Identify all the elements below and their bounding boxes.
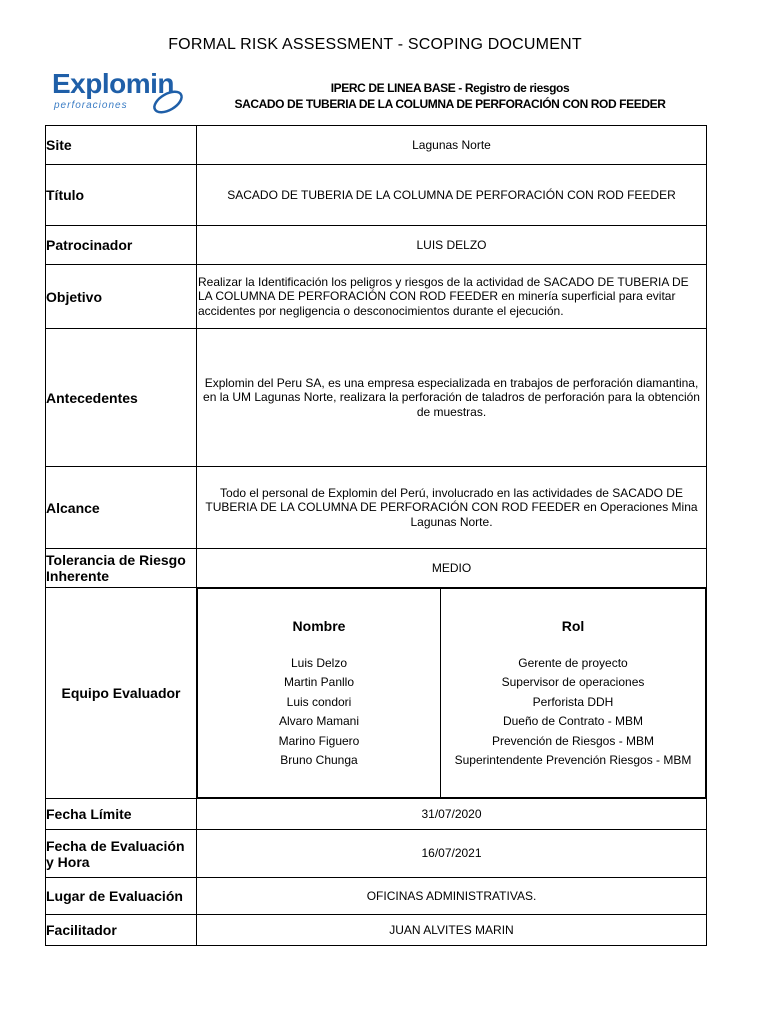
row-fecha-limite (46, 799, 707, 830)
row-titulo (46, 165, 707, 226)
objetivo-value: Realizar la Identificación los peligros y riesgos de la actividad de SACADO DE TUBERIA DE LA COLUMNA DE PERFORACIÓN CON ROD FEEDER en minería superficial para evitar accidentes por negligencia o desconocimientos durante el ejecución. (197, 265, 707, 329)
row-patrocinador (46, 226, 707, 265)
site-value: Lagunas Norte (197, 126, 707, 165)
team-member-role: Dueño de Contrato - MBM (502, 714, 644, 728)
facilitador-value: JUAN ALVITES MARIN (197, 915, 707, 946)
row-tolerancia (46, 549, 707, 588)
tolerancia-label: Tolerancia de Riesgo Inherente (46, 549, 197, 588)
team-role-column (441, 589, 706, 798)
team-name-header: Nombre (292, 617, 346, 634)
scoping-form-table (45, 125, 707, 946)
document-title: FORMAL RISK ASSESSMENT - SCOPING DOCUMENT (168, 36, 582, 53)
objetivo-label: Objetivo (46, 265, 197, 329)
team-name-column (198, 589, 441, 798)
team-member-role: Prevención de Riesgos - MBM (491, 733, 655, 748)
fecha-limite-label: Fecha Límite (46, 799, 197, 830)
lugar-label: Lugar de Evaluación (46, 878, 197, 915)
team-member-role: Gerente de proyecto (518, 655, 628, 670)
header-line-2: SACADO DE TUBERIA DE LA COLUMNA DE PERFORACIÓN CON ROD FEEDER (234, 97, 666, 111)
team-member-role: Supervisor de operaciones (501, 675, 645, 689)
row-objetivo (46, 265, 707, 329)
row-antecedentes (46, 329, 707, 467)
fecha-limite-value: 31/07/2020 (197, 799, 707, 830)
patrocinador-label: Patrocinador (46, 226, 197, 265)
team-role-list (441, 654, 705, 771)
logo-brand: Explomin (52, 68, 175, 99)
team-member-role: Perforista DDH (532, 694, 614, 709)
logo-tagline: perforaciones (54, 100, 128, 111)
team-member-name: Luis Delzo (290, 655, 348, 670)
patrocinador-value: LUIS DELZO (197, 226, 707, 265)
equipo-cell (197, 588, 707, 799)
team-member-role: Superintendente Prevención Riesgos - MBM (454, 753, 692, 767)
team-member-name: Luis condori (286, 694, 352, 709)
antecedentes-label: Antecedentes (46, 329, 197, 467)
team-member-name: Alvaro Mamani (278, 714, 360, 728)
row-site (46, 126, 707, 165)
team-member-name: Martin Panllo (283, 675, 355, 689)
row-lugar (46, 878, 707, 915)
titulo-label: Título (46, 165, 197, 226)
header-line-1: IPERC DE LINEA BASE - Registro de riesgos (330, 81, 570, 95)
antecedentes-value: Explomin del Peru SA, es una empresa especializada en trabajos de perforación diamantina, en la UM Lagunas Norte, realizara la perforación de taladros de perforación para la obtención de muestras. (197, 329, 707, 467)
row-equipo (46, 588, 707, 799)
titulo-value: SACADO DE TUBERIA DE LA COLUMNA DE PERFORACIÓN CON ROD FEEDER (197, 165, 707, 226)
equipo-label: Equipo Evaluador (46, 588, 197, 799)
alcance-value: Todo el personal de Explomin del Perú, involucrado en las actividades de SACADO DE TUBERIA DE LA COLUMNA DE PERFORACIÓN CON ROD FEEDER en Operaciones Mina Lagunas Norte. (197, 467, 707, 549)
team-table (197, 588, 706, 798)
explomin-logo (50, 66, 190, 118)
team-member-name: Bruno Chunga (280, 753, 358, 767)
facilitador-label: Facilitador (46, 915, 197, 946)
team-name-list (198, 654, 440, 771)
fecha-evaluacion-value: 16/07/2021 (197, 830, 707, 878)
row-alcance (46, 467, 707, 549)
lugar-value: OFICINAS ADMINISTRATIVAS. (197, 878, 707, 915)
row-facilitador (46, 915, 707, 946)
site-label: Site (46, 126, 197, 165)
fecha-evaluacion-label: Fecha de Evaluación y Hora (46, 830, 197, 878)
team-role-header: Rol (561, 617, 585, 634)
team-member-name: Marino Figuero (278, 733, 360, 748)
tolerancia-value: MEDIO (197, 549, 707, 588)
row-fecha-evaluacion (46, 830, 707, 878)
alcance-label: Alcance (46, 467, 197, 549)
